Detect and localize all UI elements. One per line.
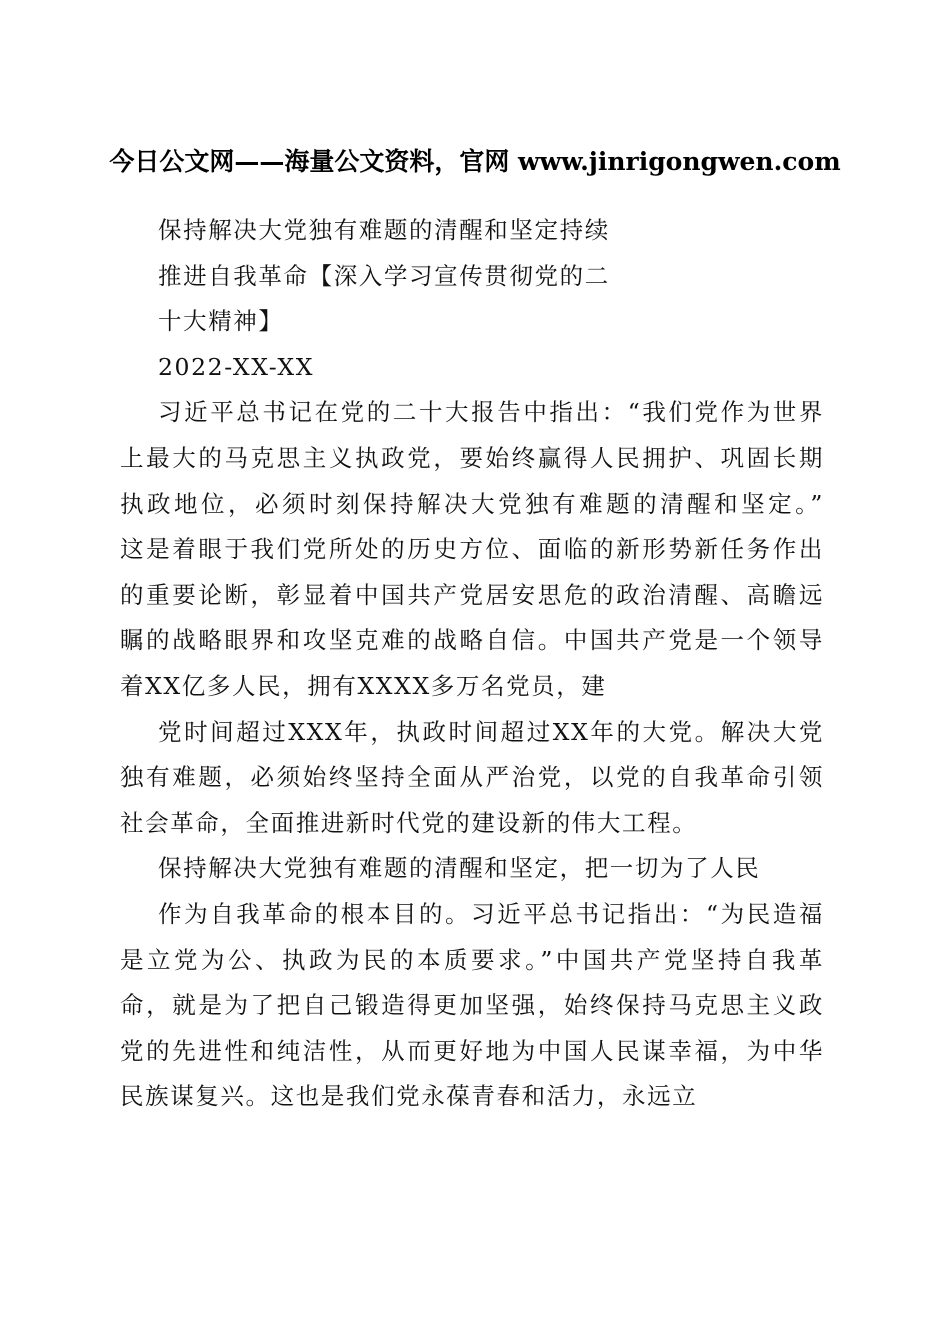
paragraph-2-line-2: 独有难题，必须始终坚持全面从严治党，以党的自我革命引领 xyxy=(120,763,824,792)
paragraph-1-line-3: 执政地位，必须时刻保持解决大党独有难题的清醒和坚定。” xyxy=(120,489,824,518)
paragraph-3-line-1: 保持解决大党独有难题的清醒和坚定，把一切为了人民 xyxy=(158,854,761,883)
paragraph-4-line-4: 党的先进性和纯洁性，从而更好地为中国人民谋幸福，为中华 xyxy=(120,1036,824,1065)
paragraph-1-line-1: 习近平总书记在党的二十大报告中指出：“我们党作为世界 xyxy=(158,398,824,427)
document-date: 2022-XX-XX xyxy=(158,352,315,381)
paragraph-1-line-5: 的重要论断，彰显着中国共产党居安思危的政治清醒、高瞻远 xyxy=(120,580,824,609)
paragraph-1-line-4: 这是着眼于我们党所处的历史方位、面临的新形势新任务作出 xyxy=(120,535,824,564)
paragraph-2-line-3: 社会革命，全面推进新时代党的建设新的伟大工程。 xyxy=(120,808,698,837)
title-line-2: 推进自我革命【深入学习宣传贯彻党的二 xyxy=(158,261,610,290)
title-line-1: 保持解决大党独有难题的清醒和坚定持续 xyxy=(158,216,610,244)
paragraph-1-line-6: 瞩的战略眼界和攻坚克难的战略自信。中国共产党是一个领导 xyxy=(120,626,824,655)
paragraph-4-line-3: 命，就是为了把自己锻造得更加坚强，始终保持马克思主义政 xyxy=(120,991,824,1020)
paragraph-1-line-2: 上最大的马克思主义执政党，要始终赢得人民拥护、巩固长期 xyxy=(120,443,824,472)
paragraph-4-line-5: 民族谋复兴。这也是我们党永葆青春和活力，永远立 xyxy=(120,1082,698,1111)
paragraph-1-line-7: 着XX亿多人民，拥有XXXX多万名党员，建 xyxy=(120,671,607,700)
paragraph-4-line-1: 作为自我革命的根本目的。习近平总书记指出：“为民造福 xyxy=(158,899,824,928)
title-line-3: 十大精神】 xyxy=(158,307,284,336)
site-header: 今日公文网——海量公文资料，官网 www.jinrigongwen.com xyxy=(109,147,841,176)
paragraph-4-line-2: 是立党为公、执政为民的本质要求。”中国共产党坚持自我革 xyxy=(120,945,824,974)
paragraph-2-line-1: 党时间超过XXX年，执政时间超过XX年的大党。解决大党 xyxy=(158,717,824,746)
document-body xyxy=(120,208,824,1120)
